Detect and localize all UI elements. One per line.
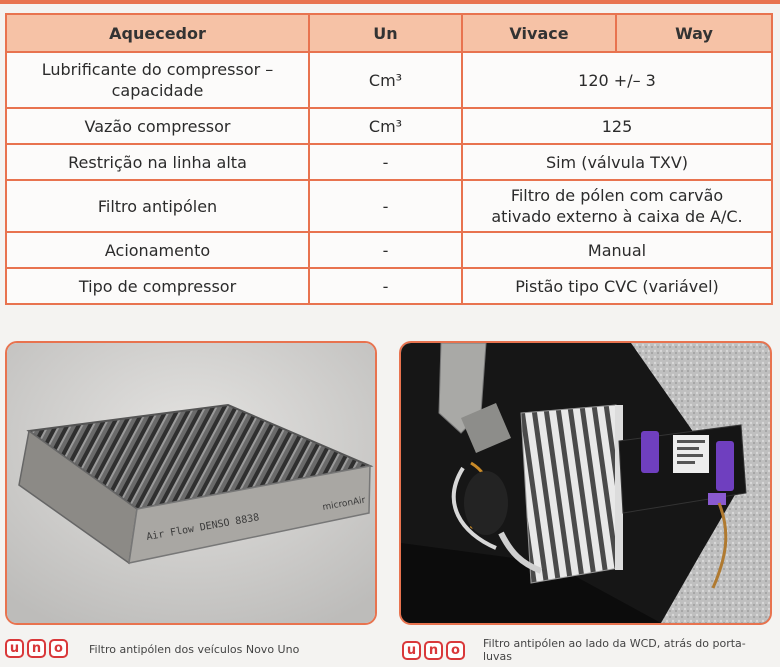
top-accent-line bbox=[0, 0, 780, 4]
caption-left: Filtro antipólen dos veículos Novo Uno bbox=[89, 643, 300, 656]
uno-badge-letter: o bbox=[49, 639, 68, 658]
table-row bbox=[6, 232, 772, 268]
row-unit: - bbox=[309, 268, 462, 304]
table-header-row bbox=[6, 14, 772, 52]
row-value: Sim (válvula TXV) bbox=[462, 144, 772, 180]
header-aquecedor: Aquecedor bbox=[6, 14, 309, 52]
row-label: Restrição na linha alta bbox=[6, 144, 309, 180]
uno-badge-letter: o bbox=[446, 641, 465, 660]
table-row bbox=[6, 144, 772, 180]
table-row bbox=[6, 180, 772, 232]
row-unit: Cm³ bbox=[309, 52, 462, 108]
cabin-filter-illustration bbox=[7, 343, 375, 623]
row-label: Vazão compressor bbox=[6, 108, 309, 144]
header-way: Way bbox=[616, 14, 772, 52]
row-value: 120 +/– 3 bbox=[462, 52, 772, 108]
uno-badge-letter: u bbox=[5, 639, 24, 658]
footwell-filter-photo bbox=[399, 341, 772, 625]
table-row bbox=[6, 52, 772, 108]
caption-right: Filtro antipólen ao lado da WCD, atrás do porta-luvas bbox=[483, 637, 746, 663]
uno-badge-letter: n bbox=[27, 639, 46, 658]
row-value: Pistão tipo CVC (variável) bbox=[462, 268, 772, 304]
uno-badge-left bbox=[5, 639, 68, 658]
row-label: Acionamento bbox=[6, 232, 309, 268]
cabin-filter-photo bbox=[5, 341, 377, 625]
spec-table bbox=[5, 13, 773, 305]
uno-badge-letter: u bbox=[402, 641, 421, 660]
header-vivace: Vivace bbox=[462, 14, 616, 52]
uno-badge-letter: n bbox=[424, 641, 443, 660]
table-row bbox=[6, 108, 772, 144]
row-unit: Cm³ bbox=[309, 108, 462, 144]
row-label: Tipo de compressor bbox=[6, 268, 309, 304]
row-unit: - bbox=[309, 180, 462, 232]
uno-badge-right bbox=[402, 641, 465, 660]
row-unit: - bbox=[309, 144, 462, 180]
row-label: Lubrificante do compressor – capacidade bbox=[6, 52, 309, 108]
filter-print-text: Air Flow DENSO 8838 bbox=[145, 512, 261, 543]
row-label: Filtro antipólen bbox=[6, 180, 309, 232]
row-value: Manual bbox=[462, 232, 772, 268]
table-row bbox=[6, 268, 772, 304]
header-un: Un bbox=[309, 14, 462, 52]
row-value: Filtro de pólen com carvão ativado externo à caixa de A/C. bbox=[462, 180, 772, 232]
row-value: 125 bbox=[462, 108, 772, 144]
filter-brand-text: micronAir bbox=[321, 495, 367, 513]
footwell-filter-illustration bbox=[401, 343, 770, 623]
row-unit: - bbox=[309, 232, 462, 268]
